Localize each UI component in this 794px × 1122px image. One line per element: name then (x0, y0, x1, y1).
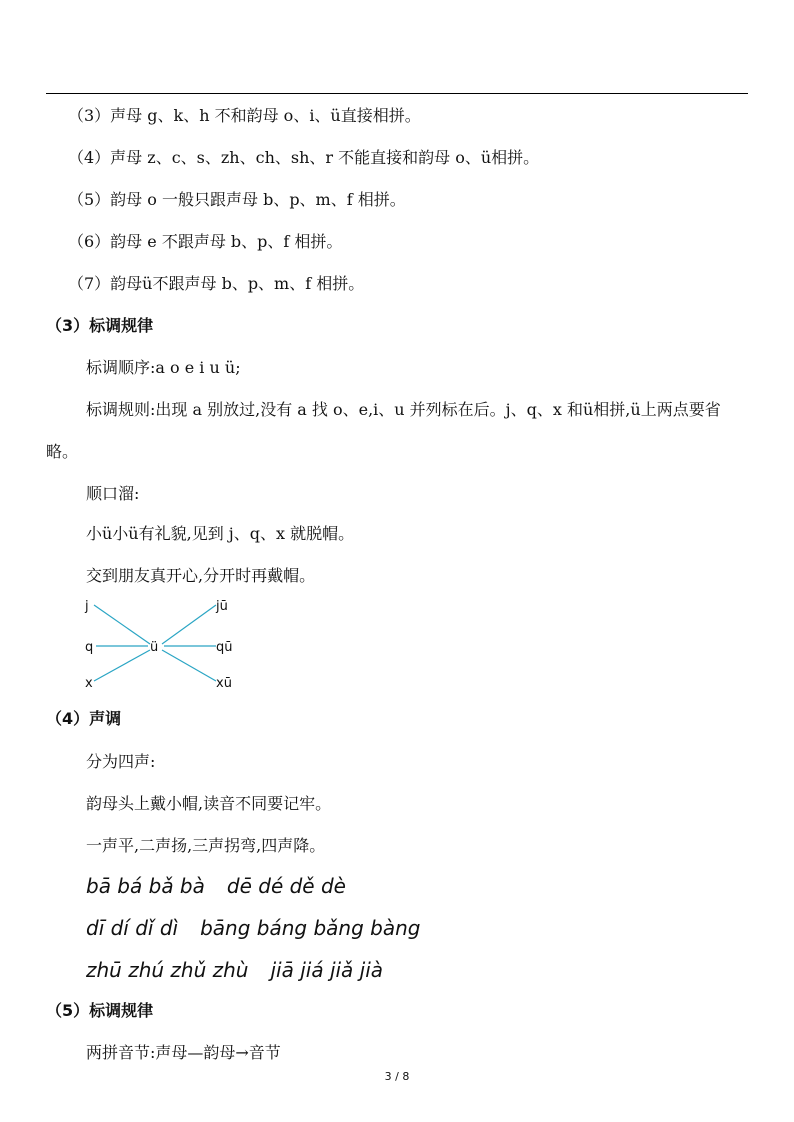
rhyme-title: 顺口溜: (86, 484, 140, 503)
tone-rule: 标调规则:出现 a 别放过,没有 a 找 o、e,i、u 并列标在后。j、q、x 和ü相拼,ü上两点要省略。 (46, 400, 721, 461)
diagram-label-x: x (85, 676, 93, 691)
two-part-syllable: 两拼音节:声母—韵母→音节 (86, 1043, 281, 1062)
rule-7: （7）韵母ü不跟声母 b、p、m、f 相拼。 (68, 274, 365, 293)
rhyme-line-1: 小ü小ü有礼貌,见到 j、q、x 就脱帽。 (86, 524, 355, 543)
tone-order: 标调顺序:a o e i u ü; (86, 358, 241, 377)
section-5-heading: （5）标调规律 (46, 1001, 154, 1020)
rhyme-line-2: 交到朋友真开心,分开时再戴帽。 (86, 566, 316, 585)
pinyin-row-2 (86, 916, 420, 940)
diagram-line-xu (162, 650, 216, 681)
pinyin-group: bā bá bǎ bà (86, 874, 205, 898)
diagram-label-xu: xū (216, 676, 232, 691)
tone-intro: 分为四声: (86, 752, 156, 771)
rule-6: （6）韵母 e 不跟声母 b、p、f 相拼。 (68, 232, 343, 251)
diagram-label-q: q (85, 640, 94, 655)
rule-4: （4）声母 z、c、s、zh、ch、sh、r 不能直接和韵母 o、ü相拼。 (68, 148, 540, 167)
jqx-u-diagram (80, 595, 250, 695)
pinyin-group: bāng báng bǎng bàng (200, 916, 421, 940)
diagram-label-center: ü (150, 640, 159, 655)
diagram-line-j (94, 605, 150, 644)
pinyin-row-3 (86, 958, 383, 982)
section-4-heading: （4）声调 (46, 709, 122, 728)
diagram-label-qu: qū (216, 640, 233, 655)
pinyin-group: dē dé dě dè (226, 874, 346, 898)
pinyin-group: dī dí dǐ dì (86, 916, 179, 940)
diagram-label-j: j (85, 599, 89, 614)
tone-rhyme-2: 一声平,二声扬,三声拐弯,四声降。 (86, 836, 326, 855)
pinyin-row-1 (86, 874, 346, 898)
pinyin-group: jiā jiá jiǎ jià (270, 958, 384, 982)
section-3-heading: （3）标调规律 (46, 316, 154, 335)
diagram-line-ju (162, 605, 216, 644)
rule-5: （5）韵母 o 一般只跟声母 b、p、m、f 相拼。 (68, 190, 406, 209)
page-number: 3 / 8 (384, 1070, 410, 1083)
pinyin-group: zhū zhú zhǔ zhù (86, 958, 249, 982)
diagram-line-x (94, 650, 150, 681)
diagram-label-ju: jū (216, 599, 228, 614)
rule-3: （3）声母 g、k、h 不和韵母 o、i、ü直接相拼。 (68, 106, 421, 125)
header-rule (46, 93, 748, 94)
tone-rhyme-1: 韵母头上戴小帽,读音不同要记牢。 (86, 794, 332, 813)
